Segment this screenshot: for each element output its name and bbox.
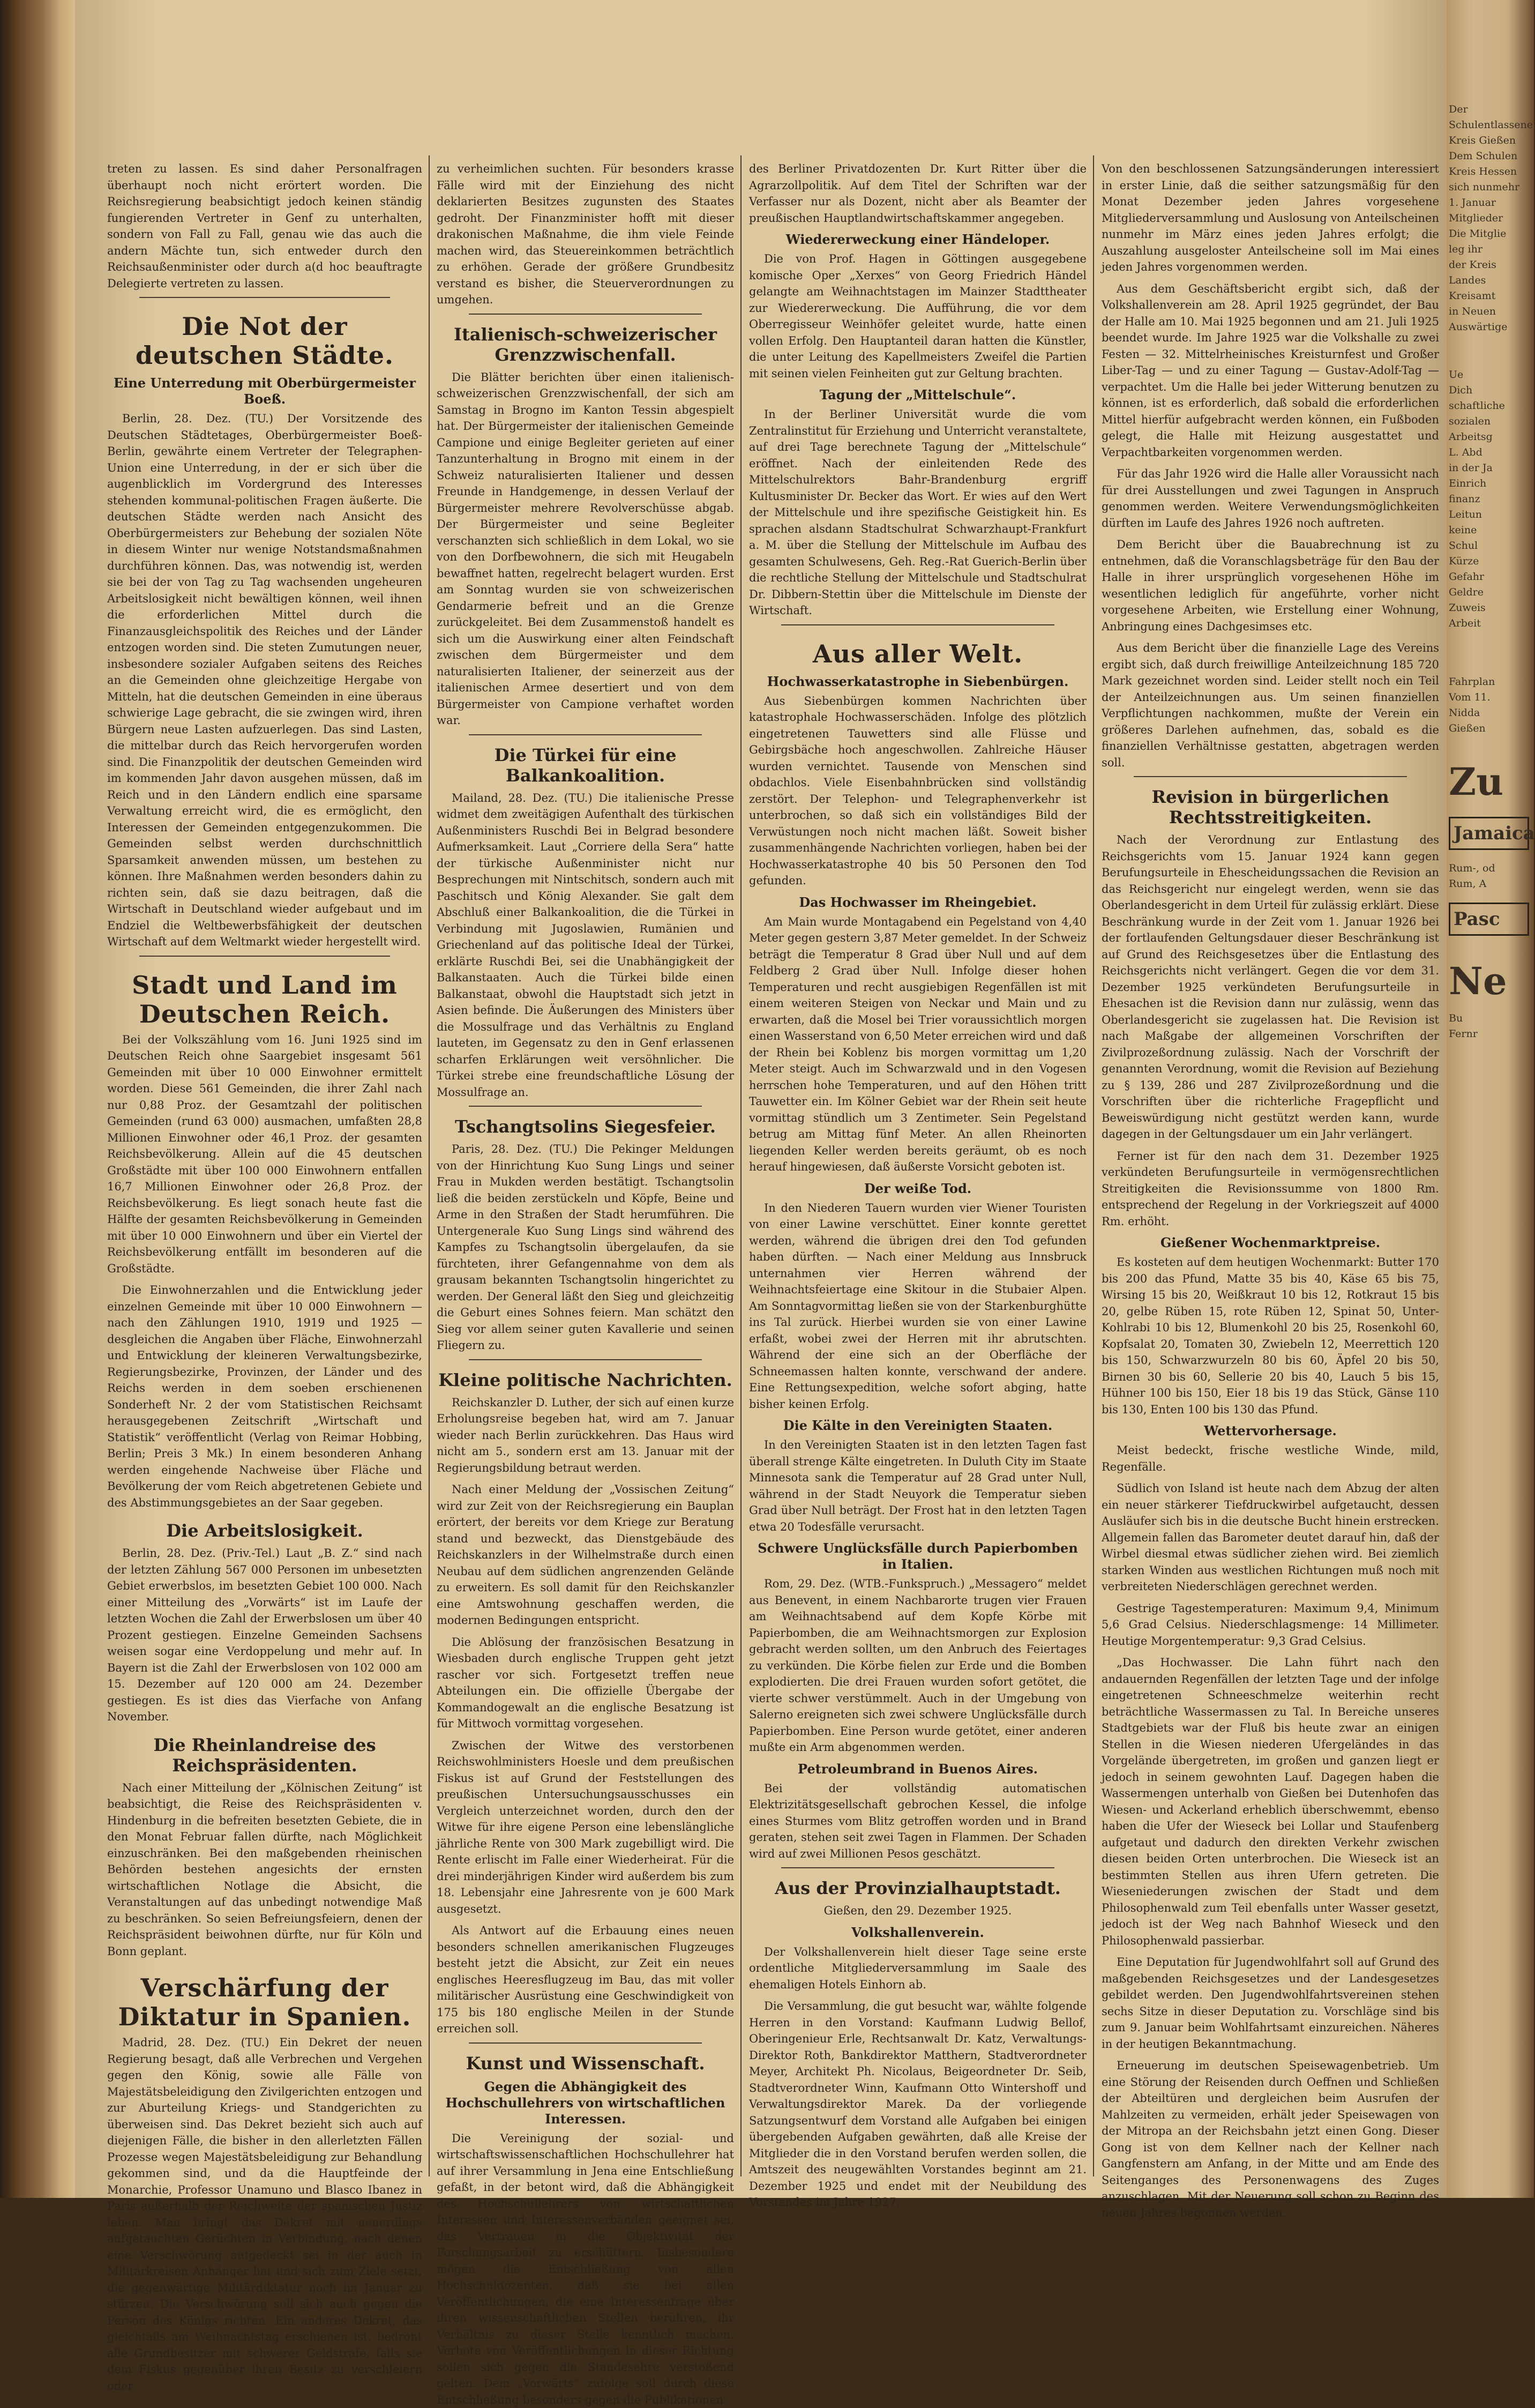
column-rule	[1093, 155, 1094, 2176]
subheadline: Gegen die Abhängigkeit des Hochschullehrers von wirtschaftlichen Interessen.	[437, 2079, 734, 2127]
ad-headline: Ne	[1449, 957, 1529, 1005]
fragment-line: Leitun	[1449, 507, 1529, 523]
paragraph: Mailand, 28. Dez. (TU.) Die italienische Presse widmet dem zweitägigen Aufenthalt des türkischen Außenministers Ruschdi Bei in Belgrad besondere Aufmerksamkeit. Laut „Corriere della Sera“ hatte der türkische Außenminister nicht nur Besprechungen mit Nintschitsch, sondern auch mit Paschitsch und König Alexander. Sie galt dem Abschluß einer Balkankoalition, die die Türkei in Verbindung mit Jugoslawien, Rumänien und Griechenland auf das politische Ideal der Türkei, erklärte Ruschdi Bei, sei die Unabhängigkeit der Balkanstaaten. Auch die Türkei bilde einen Balkanstaat, obwohl die Hauptstadt sich jetzt in Asien befinde. Die Äußerungen des Ministers über die Mossulfrage und das Verhältnis zu England lauteten, im Gegensatz zu den in Genf erlassenen scharfen Erklärungen weit versöhnlicher. Die Türkei strebe eine freundschaftliche Lösung der Mossulfrage an.	[437, 790, 734, 1101]
article-body	[749, 914, 1087, 1175]
ad-box: Pasc	[1449, 903, 1529, 936]
fragment-line: Einrich	[1449, 476, 1529, 491]
fragment-line: Dich	[1449, 383, 1529, 398]
subheadline: Wettervorhersage.	[1102, 1423, 1439, 1439]
paragraph: In der Berliner Universität wurde die vom Zentralinstitut für Erziehung und Unterricht veranstaltete, auf drei Tage berechnete Tagung der „Mittelschule“ eröffnet. Nach der einleitenden Rede des Mittelschulrektors Bahr-Brandenburg ergriff Kultusminister Dr. Becker das Wort. Er wies auf den Wert der Mittelschule und ihre spezifische Geistigkeit hin. Es sprachen alsdann Stadtschulrat Schwarzhaupt-Frankfurt a. M. über die Stellung der Mittelschule im Aufbau des gesamten Schulwesens, Geh. Reg.-Rat Guerich-Berlin über die rechtliche Stellung der Mittelschule und Stadtschulrat Dr. Dibbern-Stettin über die Mittelschule im Dienste der Wirtschaft.	[749, 406, 1087, 619]
fragment-line: Gießen	[1449, 721, 1529, 736]
paragraph: „Das Hochwasser. Die Lahn führt nach den andauernden Regenfällen der letzten Tage und der infolge eingetretenen Schneeschmelze weiterhin recht beträchtliche Wassermassen zu Tal. In Bereiche unseres Stadtgebiets war der Fluß bis heute zwar an einigen Stellen in die Wiesen niederen Ufergeländes in das Vorgelände übergetreten, im großen und ganzen liegt er jedoch in seinem gewohnten Lauf. Dagegen haben die Wassermengen unterhalb von Gießen bei Dutenhofen das Wiesen- und Ackerland erheblich überschwemmt, ebenso haben die Ufer der Wieseck bei Lollar und Staufenberg aufgetaut und dadurch den direkten Verkehr zwischen diesen beiden Orten unterbrochen. Die Wieseck ist an bestimmten Stellen aus ihren Ufern getreten. Die Wieseniederungen zwischen der Stadt und dem Philosophenwald zum Teil ebenfalls unter Wasser gesetzt, jedoch ist der Weg nach Bahnhof Wieseck und den Philosophenwald passierbar.	[1102, 1654, 1439, 1949]
dateline: Gießen, den 29. Dezember 1925.	[749, 1903, 1087, 1919]
paragraph: Ferner ist für den nach dem 31. Dezember 1925 verkündeten Berufungsurteile in vermögensrechtlichen Streitigkeiten die Revisionssumme von 1800 Rm. entsprechend der Regelung in der Vorkriegszeit auf 4000 Rm. erhöht.	[1102, 1148, 1439, 1230]
paragraph: Die Blätter berichten über einen italienisch-schweizerischen Grenzzwischenfall, der sich am Samstag in Brogno im Kanton Tessin abgespielt hat. Der Bürgermeister der italienischen Gemeinde Campione und einige Begleiter gerieten auf einer Tanzunterhaltung in Brogno mit einem in der Schweiz naturalisierten Italiener und dessen Freunde in Handgemenge, in dessen Verlauf der Bürgermeister mehrere Revolverschüsse abgab. Der Bürgermeister und seine Begleiter verschanzten sich schließlich in dem Lokal, wo sie von den Dorfbewohnern, die sich mit Heugabeln bewaffnet hatten, regelrecht belagert wurden. Erst am Sonntag wurden sie von schweizerischen Gendarmerie befreit und an die Grenze zurückgeleitet. Bei dem Zusammenstoß handelt es sich um die Auswirkung einer alten Feindschaft zwischen dem Bürgermeister und dem naturalisierten Italiener, der seinerzeit aus der italienischen Armee desertiert und von dem Bürgermeister von Campione verhaftet worden war.	[437, 369, 734, 729]
paragraph: Reichskanzler D. Luther, der sich auf einen kurze Erholungsreise begeben hat, wird am 7. Januar wieder nach Berlin zurückkehren. Das Haus wird nicht am 5., sondern erst am 13. Januar mit der Regierungsbildung betraut werden.	[437, 1395, 734, 1477]
fragment-lines	[1449, 861, 1529, 892]
paragraph: Die Ablösung der französischen Besatzung in Wiesbaden durch englische Truppen geht jetzt rascher vor sich. Fortgesetzt treffen neue Abteilungen ein. Die offizielle Übergabe der Kommandogewalt an die englische Besatzung ist für Mittwoch vormittag vorgesehen.	[437, 1634, 734, 1732]
divider	[139, 956, 390, 957]
divider	[781, 624, 1054, 625]
lead-text	[107, 161, 422, 292]
adjacent-page-fragment	[1449, 102, 1529, 2165]
paragraph: Die Versammlung, die gut besucht war, wählte folgende Herren in den Vorstand: Kaufmann Ludwig Bellof, Oberingenieur Erle, Rechtsanwalt Dr. Katz, Verwaltungs-Direktor Roth, Bankdirektor Matthern, Stadtverordneter Meyer, Architekt Ph. Nicolaus, Beigeordneter Dr. Seib, Stadtverordneter Winn, Kaufmann Otto Wintershoff und Verwaltungsdirektor Marek. Da der vorliegende Satzungsentwurf dem Vorstand alle Aufgaben bei einigen übergebenden Aufgaben gewährten, daß alle Kreise der Mitglieder die in den Vorstand berufen werden sollen, die Amtszeit des neugewählten Vorstandes beginnt am 21. Dezember 1925 und endet mit der Neubildung des Vorstandes im Jahre 1927.	[749, 1998, 1087, 2211]
divider	[469, 1359, 702, 1360]
fragment-line: Schulentlassene	[1449, 117, 1529, 133]
paragraph: Bei der vollständig automatischen Elektrizitätsgesellschaft gebrochen Kessel, die infolge eines Sturmes vom Blitz getroffen worden und in Brand geraten, stehen seit zwei Tagen in Flammen. Der Schaden wird auf zwei Millionen Pesos geschätzt.	[749, 1780, 1087, 1862]
article-body	[1102, 281, 1439, 771]
headline: Die Arbeitslosigkeit.	[107, 1520, 422, 1541]
fragment-lines	[1449, 102, 1529, 335]
fragment-line: Rum, A	[1449, 876, 1529, 892]
column-1	[107, 161, 422, 2176]
fragment-line: sich nunmehr	[1449, 180, 1529, 195]
fragment-line: leg ihr	[1449, 242, 1529, 257]
headline: Die Türkei für eine Balkankoalition.	[437, 745, 734, 786]
paragraph: Dem Bericht über die Bauabrechnung ist zu entnehmen, daß die Voranschlagsbeträge für den Bau der Halle in ihrer ursprünglich vorgesehenen Höhe im wesentlichen lediglich für angeführte, vorher nicht vorgesehene Arbeiten, wie Erstellung einer Wohnung, Anbringung eines Dachgesimses etc.	[1102, 536, 1439, 635]
paragraph: Rom, 29. Dez. (WTB.-Funkspruch.) „Messagero“ meldet aus Benevent, in einem Nachbarorte trugen vier Frauen am Weihnachtsabend auf dem Kopfe Körbe mit Papierbomben, die am Weihnachtsmorgen zur Explosion gebracht werden sollten, um den Anbruch des Feiertages zu verkünden. Die Körbe fielen zur Erde und die Bomben explodierten. Die drei Frauen wurden sofort getötet, die vierte schwer verstümmelt. Auch in der Umgebung von Salerno ereigneten sich zwei schwere Unglücksfälle durch Papierbomben. Eine Person wurde getötet, einer anderen mußte ein Arm abgenommen werden.	[749, 1576, 1087, 1756]
fragment-lines	[1449, 674, 1529, 736]
article-body	[437, 1141, 734, 1354]
paragraph: Nach einer Mitteilung der „Kölnischen Zeitung“ ist beabsichtigt, die Reise des Reichspräsidenten v. Hindenburg in die befreiten besetzten Gebiete, die in den Monat Februar fallen dürfte, nach Möglichkeit einzuschränken. Bei den maßgebenden rheinischen Behörden bestehen angesichts der ernsten wirtschaftlichen Notlage die Absicht, die Veranstaltungen auf das unbedingt notwendige Maß zu beschränken. So seien Befreiungsfeiern, denen der Reichspräsident beiwohnen dürfte, nur für Köln und Bonn geplant.	[107, 1780, 422, 1960]
subheadline: Schwere Unglücksfälle durch Papierbomben in Italien.	[749, 1540, 1087, 1572]
divider	[1134, 776, 1407, 777]
fragment-line: Vom 11.	[1449, 690, 1529, 705]
paragraph: Paris, 28. Dez. (TU.) Die Pekinger Meldungen von der Hinrichtung Kuo Sung Lings und seiner Frau in Mukden werden bestätigt. Tschangtsolin ließ die beiden zerstückeln und Köpfe, Beine und Arme in den Straßen der Stadt herumführen. Die Untergenerale Kuo Sung Lings sind während des Kampfes zu Tschangtsolin übergelaufen, da sie fürchteten, ihrer Gefangennahme von dem als grausam bekannten Tschangtsolin hingerichtet zu werden. Der General läßt den Sieg und gleichzeitig die Geburt eines Sohnes feiern. Man schätzt den Sieg vor allem seiner guten Kavallerie und seinen Fliegern zu.	[437, 1141, 734, 1354]
paragraph: Südlich von Island ist heute nach dem Abzug der alten ein neuer stärkerer Tiefdruckwirbel aufgetaucht, dessen Ausläufer sich bis in die deutsche Bucht hinein erstrecken. Allgemein fallen das Barometer deutet darauf hin, daß der Wirbel diesmal etwas südlicher ziehen wird. Bei ziemlich starken Winden aus westlichen Richtungen muß noch mit verbreiteten Niederschlägen gerechnet werden.	[1102, 1480, 1439, 1595]
fragment-line: Ue	[1449, 367, 1529, 383]
paragraph: In den Vereinigten Staaten ist in den letzten Tagen fast überall strenge Kälte eingetreten. In Duluth City im Staate Minnesota sank die Temperatur auf 28 Grad unter Null, während in der Stadt Neuyork die Temperatur sieben Grad über Null beträgt. Der Frost hat in den letzten Tagen etwa 20 Todesfälle verursacht.	[749, 1437, 1087, 1535]
headline: Die Rheinlandreise des Reichspräsidenten.	[107, 1735, 422, 1776]
article-body	[1102, 832, 1439, 1229]
fragment-line: Der	[1449, 102, 1529, 117]
headline: Stadt und Land im Deutschen Reich.	[107, 971, 422, 1028]
fragment-line: Arbeit	[1449, 616, 1529, 631]
fragment-line: Geldre	[1449, 585, 1529, 600]
paragraph: Zwischen der Witwe des verstorbenen Reichswohlministers Hoesle und dem preußischen Fiskus ist auf Grund der Feststellungen des preußischen Untersuchungsausschusses ein Vergleich unterzeichnet worden, durch den der Witwe für ihre eigene Person eine lebenslängliche jährliche Rente von 300 Mark zugebilligt wird. Die Rente erlischt im Falle einer Wiederheirat. Für die drei minderjährigen Kinder wird außerdem bis zum 18. Lebensjahr eine Jahresrente von je 600 Mark ausgesetzt.	[437, 1738, 734, 1918]
headline: Kleine politische Nachrichten.	[437, 1370, 734, 1390]
paragraph: zu verheimlichen suchten. Für besonders krasse Fälle wird mit der Einziehung des nicht deklarierten Besitzes zugunsten des Staates gedroht. Der Finanzminister hofft mit dieser drakonischen Maßnahme, die ihm viele Feinde machen wird, das Steuereinkommen beträchtlich zu erhöhen. Gerade der größere Grundbesitz verstand es bisher, die Steuerverordnungen zu umgehen.	[437, 161, 734, 308]
paragraph: Es kosteten auf dem heutigen Wochenmarkt: Butter 170 bis 200 das Pfund, Matte 35 bis 40, Käse 65 bis 75, Wirsing 15 bis 20, Weißkraut 10 bis 12, Rotkraut 15 bis 20, gelbe Rüben 15, rote Rüben 12, Spinat 50, Unter-Kohlrabi 10 bis 12, Blumenkohl 20 bis 25, Rosenkohl 60, Kopfsalat 20, Tomaten 30, Zwiebeln 12, Meerrettich 120 bis 150, Schwarzwurzeln 80 bis 60, Äpfel 20 bis 50, Birnen 30 bis 60, Sellerie 20 bis 40, Lauch 5 bis 15, Hühner 100 bis 150, Eier 18 bis 19 das Stück, Gänse 110 bis 130, Enten 100 bis 130 das Pfund.	[1102, 1254, 1439, 1418]
lead-text	[749, 161, 1087, 226]
book-spine	[0, 0, 75, 2198]
column-4	[1102, 161, 1439, 2176]
fragment-line: Schul	[1449, 538, 1529, 554]
paragraph: Aus dem Geschäftsbericht ergibt sich, daß der Volkshallenverein am 28. April 1925 gegründet, der Bau der Halle am 10. Mai 1925 begonnen und am 21. Juli 1925 beendet wurde. Im Jahre 1925 war die Volkshalle zu zwei Festen — 32. Mittelrheinisches Kreisturnfest und Großer Liber-Tag — und zu einer Tagung — Gustav-Adolf-Tag — verpachtet. Um die Halle bei jeder Witterung benutzen zu können, ist es erforderlich, daß sobald die erforderlichen Mittel hierfür aufgebracht werden können, ein Fußboden gelegt, die Halle mit Heizung ausgestattet und Verpachtbarkeiten vorgenommen werden.	[1102, 281, 1439, 461]
lead-text	[437, 161, 734, 308]
article-body	[1102, 1442, 1439, 2221]
fragment-line: Die Mitglie	[1449, 226, 1529, 242]
subheadline: Petroleumbrand in Buenos Aires.	[749, 1761, 1087, 1777]
paragraph: Eine Deputation für Jugendwohlfahrt soll auf Grund des maßgebenden Reichsgesetzes und der Landesgesetzes gebildet werden. Den Jugendwohlfahrtsvereinen stehen sechs Sitze in dieser Deputation zu. Vorschläge sind bis zum 9. Januar beim Wohlfahrtsamt einzureichen. Näheres in der heutigen Bekanntmachung.	[1102, 1954, 1439, 2052]
divider	[781, 1867, 1054, 1868]
headline: Tschangtsolins Siegesfeier.	[437, 1116, 734, 1137]
fragment-line: Zuweis	[1449, 600, 1529, 616]
fragment-line: Kreisamt	[1449, 288, 1529, 304]
column-rule	[429, 155, 430, 2176]
article-body	[107, 1545, 422, 1725]
article-body	[749, 1576, 1087, 1756]
paragraph: Nach der Verordnung zur Entlastung des Reichsgerichts vom 15. Januar 1924 kann gegen Berufungsurteile in Ehescheidungssachen die Revision an das Reichsgericht nur eingelegt werden, wenn sie das Oberlandesgericht in dem Urteil für zulässig erklärt. Diese Beschränkung wurde in der Zeit vom 1. Januar 1926 bei der fortlaufenden Geltungsdauer dieser Beschränkung ist auf Grund des Reichsgesetzes über die Entlastung des Reichsgerichts nicht verlängert. Gegen die vor dem 31. Dezember 1925 verkündeten Berufungsurteile in Ehesachen ist die Revision dann nur zulässig, wenn das Oberlandesgericht sie zugelassen hat. Die Revision ist nach Maßgabe der allgemeinen Vorschriften der Zivilprozeßordnung zulässig. Nach der Vorschrift der genannten Verordnung, womit die Revision auf Beziehung zu § 139, 286 und 287 Zivilprozeßordnung und die Vorschriften über die richterliche Fragepflicht und Beweiswürdigung nicht gestützt werden kann, wurde dagegen in der Geltungsdauer um ein Jahr verlängert.	[1102, 832, 1439, 1143]
subheadline: Tagung der „Mittelschule“.	[749, 387, 1087, 403]
subheadline: Das Hochwasser im Rheingebiet.	[749, 894, 1087, 911]
paragraph: Die Vereinigung der sozial- und wirtschaftswissenschaftlichen Hochschullehrer hat auf ihrer Versammlung in Jena eine Entschließung gefaßt, in der betont wird, daß die Abhängigkeit des Hochschullehrers von wirtschaftlichen Interessen und Interessenverbänden geeignet sei, das Vertrauen in die Objektivität der Forschungsarbeit zu erschüttern. Insbesondere mögen die Entschließung von allen Hochschuldozenten, daß sie bei allen Veröffentlichungen, die eine Interessenfrage über ihren wissenschaftlichen Stellen berühren, ihr Verhältnis zu dieser Stelle kenntlich machen. Verbote von Veröffentlichungen in dieser Richtung sollen sich gegen die Standesehre verstoßend gelten. Dem „Vorwärts“ zufolge soll durch diese Entschließung besonders gegen die Publikationen	[437, 2130, 734, 2408]
column-rule	[740, 155, 742, 2176]
headline: Aus der Provinzialhauptstadt.	[749, 1878, 1087, 1898]
fragment-line: L. Abd	[1449, 445, 1529, 460]
ad-box: Jamaica	[1449, 817, 1529, 850]
divider	[469, 2042, 702, 2044]
fragment-line: Gefahr	[1449, 569, 1529, 585]
paragraph: Aus dem Bericht über die finanzielle Lage des Vereins ergibt sich, daß durch freiwillige Anteilzeichnung 185 720 Mark gezeichnet worden sind. Leider stellt noch ein Teil der Anteilzeichnungen aus. Um seinen finanziellen Verpflichtungen nachkommen, mußte der Verein ein größeres Darlehen aufnehmen, das, sobald es die finanziellen Verhältnisse gestatten, abgetragen werden soll.	[1102, 640, 1439, 771]
fragment-lines	[1449, 367, 1529, 631]
article-body	[107, 2034, 422, 2394]
paragraph: Gestrige Tagestemperaturen: Maximum 9,4, Minimum 5,6 Grad Celsius. Niederschlagsmenge: 14 Millimeter. Heutige Morgentemperatur: 9,3 Grad Celsius.	[1102, 1600, 1439, 1650]
paragraph: des Berliner Privatdozenten Dr. Kurt Ritter über die Agrarzollpolitik. Auf dem Titel der Schriften war der Verfasser nur als Dozent, nicht aber als Beamter der preußischen Hauptlandwirtschaftskammer angegeben.	[749, 161, 1087, 226]
fragment-line: Arbeitsg	[1449, 429, 1529, 445]
article-body	[749, 1780, 1087, 1862]
fragment-line: der Kreis	[1449, 257, 1529, 273]
fragment-line: Auswärtige	[1449, 319, 1529, 335]
paragraph: Aus Siebenbürgen kommen Nachrichten über katastrophale Hochwasserschäden. Infolge des plötzlich eingetretenen Tauwetters sind alle Flüsse und Gebirgsbäche hoch angeschwollen. Zahlreiche Häuser wurden vernichtet. Tausende von Menschen sind obdachlos. Viele Eisenbahnbrücken sind vollständig zerstört. Der Telephon- und Telegraphenverkehr ist unterbrochen, so daß sich ein vollständiges Bild der Verwüstungen noch nicht machen läßt. Soweit bisher zusammenhängende Nachrichten vorliegen, haben bei der Hochwasserkatastrophe 40 bis 50 Personen den Tod gefunden.	[749, 693, 1087, 889]
fragment-line: finanz	[1449, 491, 1529, 507]
paragraph: Madrid, 28. Dez. (TU.) Ein Dekret der neuen Regierung besagt, daß alle Verbrechen und Vergehen gegen den König, sowie alle Fälle von Majestätsbeleidigung den Zivilgerichten entzogen und zur Aburteilung Kriegs- und Standgerichten zu überweisen sind. Das Dekret bezieht sich auch auf diejenigen Fälle, die bisher in den allerletzten Fällen Prozesse wegen Majestätsbeleidigung zur Behandlung gekommen sind, und da die Hauptfeinde der Monarchie, Professor Unamuno und Blasco Ibanez in Paris außerhalb der Reichweite der spanischen Justiz leben. Man bringt das Dekret mit neuerdings aufgetauchten Gerüchten in Verbindung, nach denen eine Verschwörung aufgedeckt sei in der auch in Militärkreisen Anhänger hat und sich zum Ziele setzt, die gegenwärtige Militärdiktatur noch im Januar zu stürzen. Die Verschwörung soll sich auch gegen die Person des Königs richten. Ein anderes Dekret, das gleichfalls am Weihnachtstag erschienen ist, bedroht alle Grundbesitzer mit schwerer Geldstrafe, falls sie dem Fiskus gegenüber ihren Besitz zu verschleiern oder	[107, 2034, 422, 2394]
article-body	[749, 693, 1087, 889]
subheadline: Volkshallenverein.	[749, 1925, 1087, 1941]
article-body	[437, 369, 734, 729]
article-body	[437, 790, 734, 1101]
fragment-line: Kürze	[1449, 554, 1529, 569]
headline: Italienisch-schweizerischer Grenzzwischenfall.	[437, 324, 734, 365]
column-3	[749, 161, 1087, 2176]
fragment-line: in der Ja	[1449, 460, 1529, 476]
paragraph: Berlin, 28. Dez. (TU.) Der Vorsitzende des Deutschen Städtetages, Oberbürgermeister Boeß-Berlin, gewährte einem Vertreter der Telegraphen-Union eine Unterredung, in der er sich über die augenblicklich im Vordergrund des Interesses stehenden kommunal-politischen Fragen äußerte. Die deutschen Städte werden nach Ansicht des Oberbürgermeisters zur Behebung der sozialen Nöte in diesem Winter nur wenige Notstandsmaßnahmen durchführen können. Das, was notwendig ist, werden sie bei der von Tag zu Tag wachsenden ungeheuren Arbeitslosigkeit nicht bewältigen können, weil ihnen die erforderlichen Mittel durch die Finanzausgleichspolitik des Reiches und der Länder entzogen worden sind. Die steten Zumutungen neuer, insbesondere sozialer Aufgaben seitens des Reiches an die Gemeinden ohne gleichzeitige Hergabe von Mitteln, hat die deutschen Gemeinden in eine überaus schwierige Lage gebracht, die sie zwingen wird, ihren Bürgern neue Lasten aufzuerlegen. Das sind Lasten, die mittelbar durch das Reich hervorgerufen worden sind. Die Finanzpolitik der deutschen Gemeinden wird im kommenden Jahr davon ausgehen müssen, daß im Reich und in den Ländern endlich eine sparsame Verwaltung erreicht wird, die es ermöglicht, den Interessen der Gemeinden entgegenzukommen. Die Gemeinden selbst werden durchschnittlich Sparsamkeit anwenden müssen, um bestehen zu können. Ihre Maßnahmen werden besonders dahin zu richten sein, daß sie dazu beitragen, daß die Wirtschaft in Deutschland wieder aufgebaut und im Endziel die Weltbewerbsfähigkeit der deutschen Wirtschaft auf dem Weltmarkt wieder hergestellt wird.	[107, 411, 422, 950]
fragment-line: in Neuen	[1449, 304, 1529, 319]
lead-text	[1102, 161, 1439, 275]
paragraph: Am Main wurde Montagabend ein Pegelstand von 4,40 Meter gegen gestern 3,87 Meter gemeldet. In der Schweiz beträgt die Temperatur 8 Grad über Null und auf dem Feldberg 2 Grad über Null. Infolge dieser hohen Temperaturen und recht ausgiebigen Regenfällen ist mit einem weiteren Steigen von Neckar und Main und zu erwarten, daß die Mosel bei Trier voraussichtlich morgen einen Wasserstand von 6,50 Meter erreichen wird und daß der Rhein bei Koblenz bis morgen vormittag um 1,20 Meter steigt. Auch im Schwarzwald und in den Vogesen herrschen hohe Temperaturen, und auf den Höhen tritt Tauwetter ein. Im Kölner Gebiet war der Rhein seit heute vormittag stündlich um 3 Zentimeter. Sein Pegelstand betrug am Mittag fünf Meter. An allen Rheinorten liegenden Keller werden bereits geräumt, ob es noch herauf hingewiesen, daß äußerste Vorsicht geboten ist.	[749, 914, 1087, 1175]
paragraph: Erneuerung im deutschen Speisewagenbetrieb. Um eine Störung der Reisenden durch Oeffnen und Schließen der Abteiltüren und dergleichen beim Ausrufen der Mahlzeiten zu vermeiden, erhält jeder Speisewagen von der Mitropa an der Reichsbahn jetzt einen Gong. Dieser Gong ist von dem Kellner nach der Kellner nach Gangfenstern am Anfang, in der Mitte und am Ende des Seitenganges des Personenwagens des Zuges anzuschlagen. Mit der Neuerung soll schon zu Beginn des neuen Jahres begonnen werden.	[1102, 2057, 1439, 2221]
fragment-line: Rum-, od	[1449, 861, 1529, 876]
fragment-line: Landes	[1449, 273, 1529, 288]
subheadline: Die Kälte in den Vereinigten Staaten.	[749, 1418, 1087, 1434]
article-body	[749, 1200, 1087, 1413]
fragment-line: keine	[1449, 523, 1529, 538]
column-2	[437, 161, 734, 2176]
fragment-line: Mitglieder	[1449, 211, 1529, 226]
fragment-lines	[1449, 1011, 1529, 1042]
fragment-line: Bu	[1449, 1011, 1529, 1026]
article-body	[107, 1032, 422, 1511]
article-body	[107, 1780, 422, 1960]
fragment-line: Nidda	[1449, 705, 1529, 721]
fragment-line: Dem Schulen	[1449, 148, 1529, 164]
headline: Kunst und Wissenschaft.	[437, 2053, 734, 2074]
paragraph: Bei der Volkszählung vom 16. Juni 1925 sind im Deutschen Reich ohne Saargebiet insgesamt 561 Gemeinden mit über 10 000 Einwohner ermittelt worden. Diese 561 Gemeinden, die ihrer Zahl nach nur 0,88 Proz. der Gesamtzahl der politischen Gemeinden (rund 63 000) ausmachen, umfaßten 28,8 Millionen Einwohner oder 46,1 Proz. der gesamten Reichsbevölkerung. Allein auf die 45 deutschen Großstädte mit über 100 000 Einwohnern entfallen 16,7 Millionen Einwohner oder 26,8 Proz. der Reichsbevölkerung. Es liegt sonach heute fast die Hälfte der gesamten Reichsbevölkerung in Gemeinden mit über 10 000 Einwohnern und über ein Viertel der Reichsbevölkerung entfällt im besonderen auf die Großstädte.	[107, 1032, 422, 1277]
fragment-line: 1. Januar	[1449, 195, 1529, 211]
paragraph: Meist bedeckt, frische westliche Winde, mild, Regenfälle.	[1102, 1442, 1439, 1475]
fragment-line: Fernr	[1449, 1026, 1529, 1042]
subheadline: Hochwasserkatastrophe in Siebenbürgen.	[749, 674, 1087, 690]
paragraph: Als Antwort auf die Erbauung eines neuen besonders schnellen amerikanischen Flugzeuges besteht jetzt die Absicht, zur Zeit ein neues englisches Heeresflugzeug im Bau, das mit voller militärischer Ausrüstung eine Geschwindigkeit von 175 bis 180 englische Meilen in der Stunde erreichen soll.	[437, 1922, 734, 2037]
article-body	[749, 406, 1087, 619]
article-body	[1102, 1254, 1439, 1418]
paragraph: In den Niederen Tauern wurden vier Wiener Touristen von einer Lawine verschüttet. Einer konnte gerettet werden, während die übrigen drei den Tod gefunden haben dürften. — Nach einer Meldung aus Innsbruck unternahmen vier Herren während der Weihnachtsfeiertage eine Skitour in die Stubaier Alpen. Am Sonntagvormittag ließen sie von der Starkenburghütte ins Tal zurück. Hierbei wurden sie von einer Lawine erfaßt, wobei zwei der Herren mit ihr abrutschten. Während der eine sich an der Oberfläche der Schneemassen halten konnte, verschwand der andere. Eine Rettungsexpedition, welche sofort abging, hatte bisher keinen Erfolg.	[749, 1200, 1087, 1413]
divider	[139, 297, 390, 298]
fragment-line: sozialen	[1449, 414, 1529, 429]
paragraph: Der Volkshallenverein hielt dieser Tage seine erste ordentliche Mitgliederversammlung im Saale des ehemaligen Hotels Einhorn ab.	[749, 1944, 1087, 1993]
ad-headline: Zu	[1449, 758, 1529, 806]
subheadline: Wiedererweckung einer Händeloper.	[749, 232, 1087, 248]
subheadline: Gießener Wochenmarktpreise.	[1102, 1235, 1439, 1251]
divider	[469, 314, 702, 315]
divider	[469, 734, 702, 735]
subheadline: Eine Unterredung mit Oberbürgermeister Boeß.	[107, 375, 422, 407]
fragment-line: Fahrplan	[1449, 674, 1529, 690]
article-body	[437, 1395, 734, 2037]
article-body	[107, 411, 422, 950]
divider	[469, 1106, 702, 1107]
article-body	[437, 2130, 734, 2408]
headline: Revision in bürgerlichen Rechtsstreitigkeiten.	[1102, 787, 1439, 827]
paragraph: Nach einer Meldung der „Vossischen Zeitung“ wird zur Zeit von der Reichsregierung ein Bauplan erörtert, der bereits vor dem Kriege zur Beratung stand und bezweckt, das Dienstgebäude des Reichskanzlers in der Wilhelmstraße durch einen Neubau auf dem südlichen angrenzenden Gelände zu erweitern. Es soll damit für den Reichskanzler eine Amtswohnung geschaffen werden, die modernen Bedingungen entspricht.	[437, 1481, 734, 1629]
article-body	[749, 251, 1087, 382]
subheadline: Der weiße Tod.	[749, 1181, 1087, 1197]
headline: Verschärfung der Diktatur in Spanien.	[107, 1973, 422, 2031]
paragraph: Berlin, 28. Dez. (Priv.-Tel.) Laut „B. Z.“ sind nach der letzten Zählung 567 000 Personen im unbesetzten Gebiet erwerbslos, im besetzten Gebiet 100 000. Nach einer Mitteilung des „Vorwärts“ ist im Laufe der letzten Wochen die Zahl der Erwerbslosen um über 40 Prozent gestiegen. Einzelne Gemeinden Sachsens weisen sogar eine Verdoppelung und mehr auf. In Bayern ist die Zahl der Erwerbslosen von 102 000 am 15. Dezember auf 120 000 am 24. Dezember gestiegen. Es ist dies das Vierfache von Anfang November.	[107, 1545, 422, 1725]
paragraph: treten zu lassen. Es sind daher Personalfragen überhaupt noch nicht erörtert worden. Die Reichsregierung beabsichtigt jedoch keinen ständig fungierenden Vertreter in Genf zu unterhalten, sondern von Fall zu Fall, genau wie das auch die andern Mächte tun, sich entweder durch den Reichsaußenminister oder durch a(d hoc beauftragte Delegierte vertreten zu lassen.	[107, 161, 422, 292]
paragraph: Die Einwohnerzahlen und die Entwicklung jeder einzelnen Gemeinde mit über 10 000 Einwohnern — nach den Zählungen 1910, 1919 und 1925 — desgleichen die Angaben über Fläche, Einwohnerzahl und Entwicklung der kleineren Verwaltungsbezirke, Regierungsbezirke, Provinzen, der Länder und des Reichs werden in dem soeben erschienenen Sonderheft Nr. 2 der vom Statistischen Reichsamt herausgegebenen Zeitschrift „Wirtschaft und Statistik“ veröffentlicht (Verlag von Reimar Hobbing, Berlin; Preis 3 Mk.) In einem besonderen Anhang werden eingehende Nachweise über Fläche und Bevölkerung der vom Reich abgetretenen Gebiete und des Abstimmungsgebietes an der Saar gegeben.	[107, 1282, 422, 1511]
paragraph: Für das Jahr 1926 wird die Halle aller Voraussicht nach für drei Ausstellungen und zwei Tagungen in Anspruch genommen werden. Weitere Verwendungsmöglichkeiten dürften im Laufe des Jahres 1926 noch auftreten.	[1102, 466, 1439, 531]
fragment-line: Kreis Gießen	[1449, 133, 1529, 148]
fragment-line: Kreis Hessen	[1449, 164, 1529, 180]
paragraph: Die von Prof. Hagen in Göttingen ausgegebene komische Oper „Xerxes“ von Georg Friedrich Händel gelangte am Weihnachtstagen im Mainzer Stadttheater zur Wiedererweckung. Die Aufführung, die vor dem Oberregisseur Weinhöfer geleitet wurde, hatte einen vollen Erfolg. Den Hauptanteil daran hatten die Künstler, die unter Leitung des Kapellmeisters Zweifel die Partien mit seinen vielen Feinheiten gut zur Geltung brachten.	[749, 251, 1087, 382]
headline: Aus aller Welt.	[749, 639, 1087, 668]
article-body	[749, 1437, 1087, 1535]
fragment-line: schaftliche	[1449, 398, 1529, 414]
headline: Die Not der deutschen Städte.	[107, 312, 422, 370]
paragraph: Von den beschlossenen Satzungsänderungen interessiert in erster Linie, daß die seither satzungsmäßig für den Monat Dezember jeden Jahres vorgesehene Mitgliederversammlung und Auslosung von Anteilscheinen nunmehr im März eines jeden Jahres erfolgt; die Auszahlung ausgeloster Anteilscheine soll im Mai eines jeden Jahres vorgenommen werden.	[1102, 161, 1439, 275]
article-body	[749, 1944, 1087, 2211]
